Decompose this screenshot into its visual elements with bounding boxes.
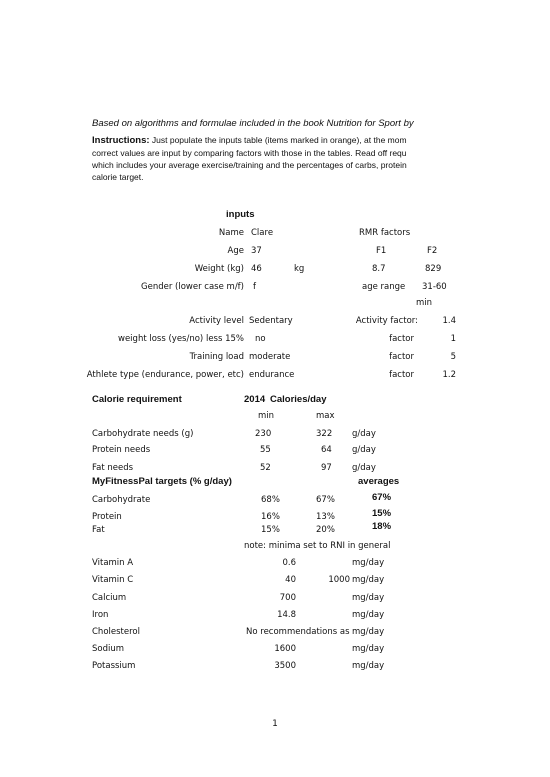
micro-iron-label: Iron [92,610,109,620]
micro-calcium-label: Calcium [92,593,127,603]
micro-vitamin-a-label: Vitamin A [92,558,134,568]
rmr-f1-header: F1 [376,246,387,256]
input-value-training-load[interactable]: moderate [249,352,291,362]
intro-text: Based on algorithms and formulae included in the book Nutrition for Sport by [92,118,414,129]
instructions-label: Instructions: [92,135,150,146]
mfp-protein-min: 16% [261,512,280,522]
mfp-title: MyFitnessPal targets (% g/day) [92,476,232,487]
protein-needs-max: 64 [321,445,332,455]
training-load-factor-label: factor [389,352,414,362]
instructions-line: Just populate the inputs table (items marked in orange), at the mom [151,135,407,145]
micro-cholesterol-min: No recommendations as [246,627,350,637]
mfp-fat-max: 20% [316,525,335,535]
instructions-line: correct values are input by comparing factors with those in the tables. Read off requ [92,148,407,158]
input-label-weight-loss: weight loss (yes/no) less 15% [118,334,244,344]
input-label-athlete-type: Athlete type (endurance, power, etc) [86,370,244,380]
micro-vitamin-c-min: 40 [285,575,296,585]
input-label-activity: Activity level [189,316,244,326]
athlete-type-factor-label: factor [389,370,414,380]
mfp-protein-max: 13% [316,512,335,522]
protein-needs-label: Protein needs [92,445,151,455]
input-value-age[interactable]: 37 [251,246,262,256]
input-value-athlete-type[interactable]: endurance [249,370,295,380]
rmr-f2-value: 829 [425,264,442,274]
rmr-age-range-value: 31-60 [422,282,447,292]
mfp-fat-avg: 18% [372,521,392,532]
mfp-protein-label: Protein [92,512,122,522]
athlete-type-factor-value: 1.2 [442,370,456,380]
micro-iron-min: 14.8 [277,610,296,620]
input-value-activity[interactable]: Sedentary [249,316,293,326]
weight-loss-factor-value: 1 [450,334,456,344]
fat-needs-unit: g/day [352,463,376,473]
calorie-requirement-label: Calorie requirement [92,394,182,405]
carb-needs-max: 322 [316,429,333,439]
micro-calcium-min: 700 [279,593,296,603]
fat-needs-max: 97 [321,463,332,473]
training-load-factor-value: 5 [450,352,456,362]
micro-calcium-unit: mg/day [352,593,385,603]
instructions-line: which includes your average exercise/training and the percentages of carbs, protein [92,160,407,170]
micro-vitamin-c-label: Vitamin C [92,575,134,585]
max-header: max [316,411,335,421]
micro-cholesterol-unit: mg/day [352,627,385,637]
input-unit-weight: kg [294,264,305,274]
rmr-f1-value: 8.7 [372,264,386,274]
micro-sodium-min: 1600 [274,644,296,654]
input-value-weight-loss[interactable]: no [255,334,266,344]
micro-cholesterol-label: Cholesterol [92,627,140,637]
input-label-gender: Gender (lower case m/f) [141,282,244,292]
carb-needs-label: Carbohydrate needs (g) [92,429,194,439]
mfp-fat-label: Fat [92,525,105,535]
rmr-age-range-label: age range [362,282,406,292]
instructions-line: calorie target. [92,172,144,182]
input-value-gender[interactable]: f [253,282,256,292]
input-label-age: Age [227,246,244,256]
micro-potassium-unit: mg/day [352,661,385,671]
mfp-carb-avg: 67% [372,492,392,503]
instructions-block [92,134,458,183]
micro-potassium-label: Potassium [92,661,136,671]
input-label-weight: Weight (kg) [194,264,244,274]
micro-vitamin-a-min: 0.6 [282,558,296,568]
calorie-requirement-value: 2014 [244,394,266,405]
min-header: min [258,411,275,421]
input-label-name: Name [218,228,244,238]
rmr-f2-header: F2 [427,246,438,256]
inputs-title: inputs [226,209,255,220]
micro-vitamin-a-unit: mg/day [352,558,385,568]
fat-needs-label: Fat needs [92,463,134,473]
protein-needs-min: 55 [260,445,271,455]
mfp-fat-min: 15% [261,525,280,535]
micro-iron-unit: mg/day [352,610,385,620]
mfp-carb-min: 68% [261,495,280,505]
mfp-protein-avg: 15% [372,508,392,519]
protein-needs-unit: g/day [352,445,376,455]
rmr-title: RMR factors [359,228,411,238]
mfp-carb-max: 67% [316,495,335,505]
activity-factor-label: Activity factor: [355,316,418,326]
input-label-training-load: Training load [189,352,244,362]
fat-needs-min: 52 [260,463,271,473]
micro-vitamin-c-unit: mg/day [352,575,385,585]
page-number: 1 [272,719,278,729]
weight-loss-factor-label: factor [389,334,414,344]
micro-sodium-label: Sodium [92,644,125,654]
micro-vitamin-c-max: 1000 [328,575,350,585]
input-value-name[interactable]: Clare [251,228,274,238]
carb-needs-min: 230 [255,429,272,439]
mfp-averages-header: averages [358,476,400,487]
mfp-carb-label: Carbohydrate [92,495,151,505]
input-value-weight[interactable]: 46 [251,264,262,274]
activity-factor-value: 1.4 [442,316,456,326]
micro-potassium-min: 3500 [274,661,296,671]
micro-sodium-unit: mg/day [352,644,385,654]
carb-needs-unit: g/day [352,429,376,439]
rmr-min-label: min [416,298,433,308]
calorie-requirement-unit: Calories/day [270,394,327,405]
micro-note: note: minima set to RNI in general [244,541,391,551]
